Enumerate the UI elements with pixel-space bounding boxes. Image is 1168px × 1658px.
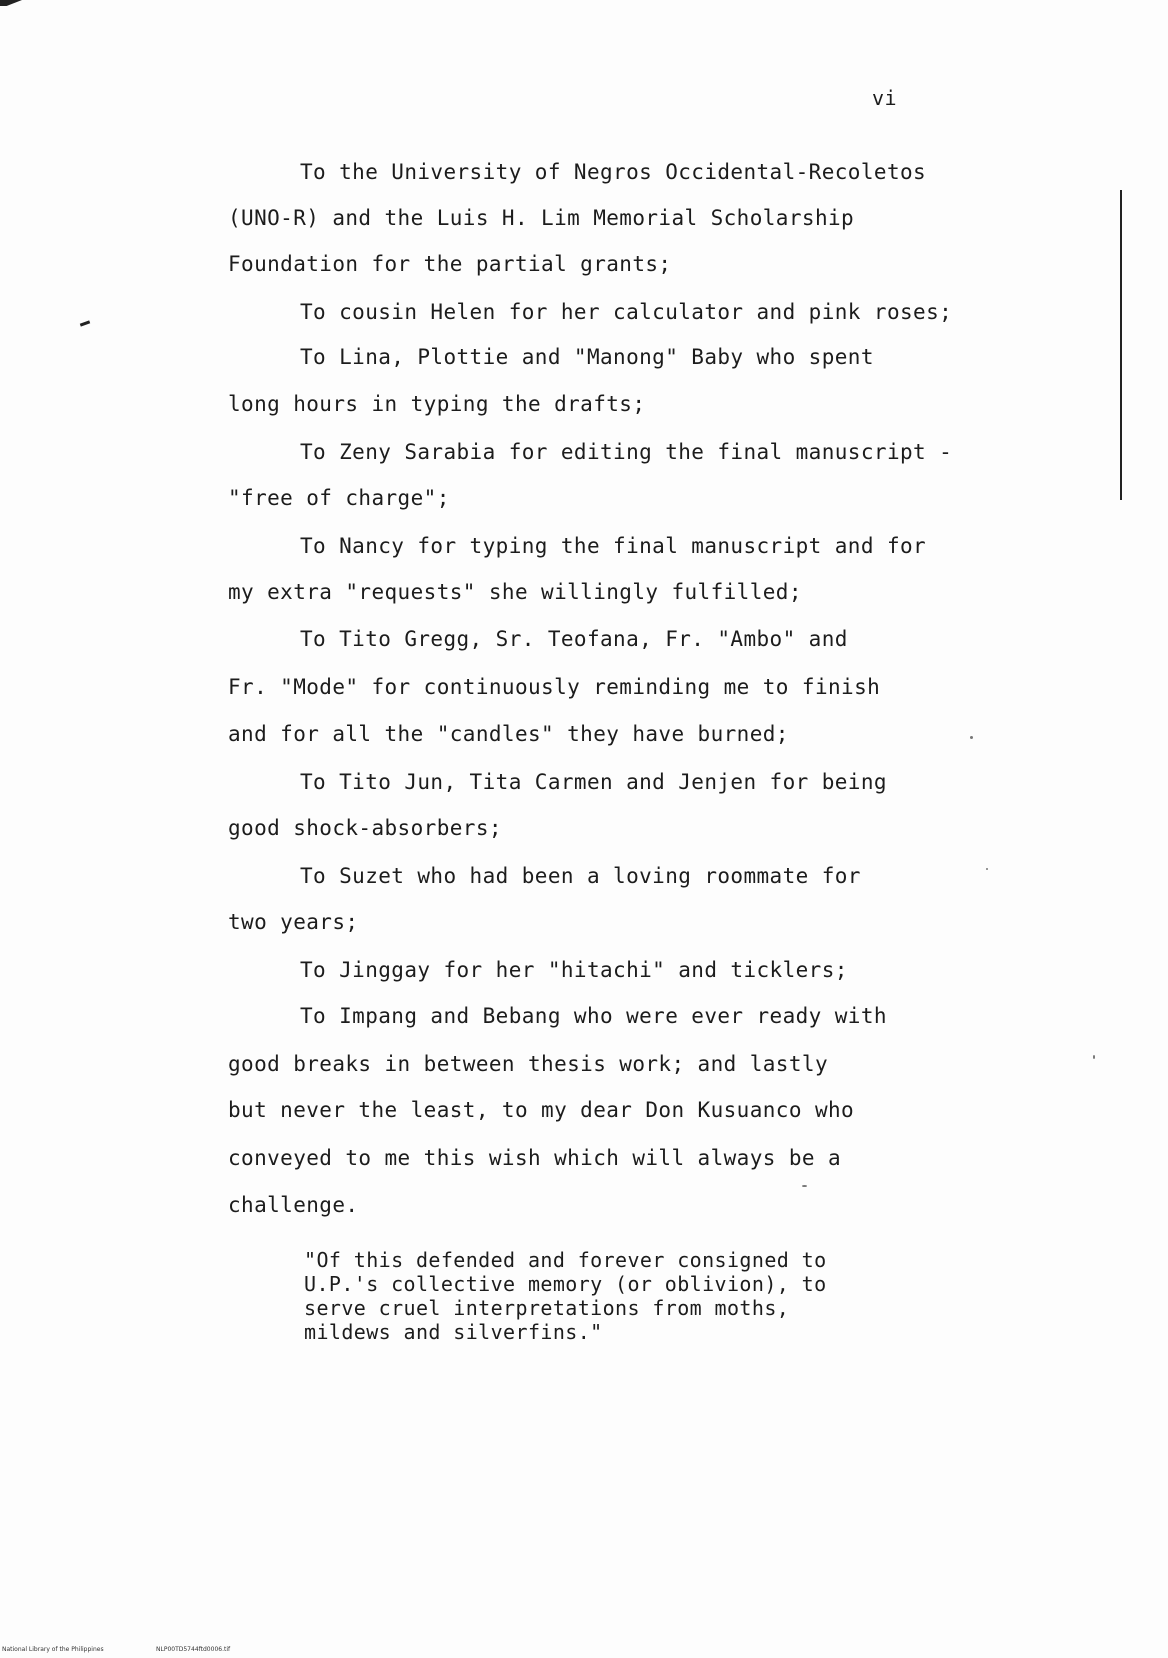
quote-line: mildews and silverfins." — [304, 1320, 603, 1344]
block-quote — [304, 1248, 827, 1344]
page-number: vi — [872, 86, 897, 110]
text-line: To Zeny Sarabia for editing the final manuscript - — [300, 440, 953, 464]
text-line: challenge. — [228, 1193, 359, 1217]
footer-file: NLP00TD5744ftd0006.tif — [156, 1646, 231, 1653]
text-line: To Nancy for typing the final manuscript and for — [300, 534, 927, 558]
text-line: two years; — [228, 910, 359, 934]
text-line: good breaks in between thesis work; and lastly — [228, 1052, 828, 1076]
text-line: To Tito Jun, Tita Carmen and Jenjen for being — [300, 770, 887, 794]
scan-dash-mark — [80, 320, 90, 326]
scan-speck — [970, 736, 973, 739]
scan-speck — [986, 868, 988, 870]
text-line: To Lina, Plottie and "Manong" Baby who spent — [300, 345, 874, 369]
footer-library: National Library of the Philippines — [2, 1646, 104, 1653]
scan-corner-mark — [0, 0, 22, 6]
text-line: To the University of Negros Occidental-Recoletos — [300, 160, 927, 184]
text-line: good shock-absorbers; — [228, 816, 502, 840]
text-line: long hours in typing the drafts; — [228, 392, 646, 416]
quote-line: U.P.'s collective memory (or oblivion), to — [304, 1272, 827, 1296]
text-line: To Impang and Bebang who were ever ready with — [300, 1004, 887, 1028]
text-line: and for all the "candles" they have burned; — [228, 722, 789, 746]
text-line: my extra "requests" she willingly fulfilled; — [228, 580, 802, 604]
text-line: Fr. "Mode" for continuously reminding me to finish — [228, 675, 881, 699]
scan-margin-line — [1120, 190, 1122, 500]
quote-line: "Of this defended and forever consigned to — [304, 1248, 827, 1272]
scan-speck — [802, 1185, 807, 1187]
scan-speck — [1093, 1055, 1095, 1059]
text-line: conveyed to me this wish which will always be a — [228, 1146, 842, 1170]
text-line: To Suzet who had been a loving roommate for — [300, 864, 861, 888]
text-line: (UNO-R) and the Luis H. Lim Memorial Scholarship — [228, 206, 855, 230]
text-line: To Tito Gregg, Sr. Teofana, Fr. "Ambo" and — [300, 627, 848, 651]
text-line: "free of charge"; — [228, 486, 450, 510]
text-line: To Jinggay for her "hitachi" and ticklers; — [300, 958, 848, 982]
quote-line: serve cruel interpretations from moths, — [304, 1296, 790, 1320]
text-line: To cousin Helen for her calculator and pink roses; — [300, 300, 953, 324]
text-line: but never the least, to my dear Don Kusuanco who — [228, 1098, 855, 1122]
text-line: Foundation for the partial grants; — [228, 252, 672, 276]
